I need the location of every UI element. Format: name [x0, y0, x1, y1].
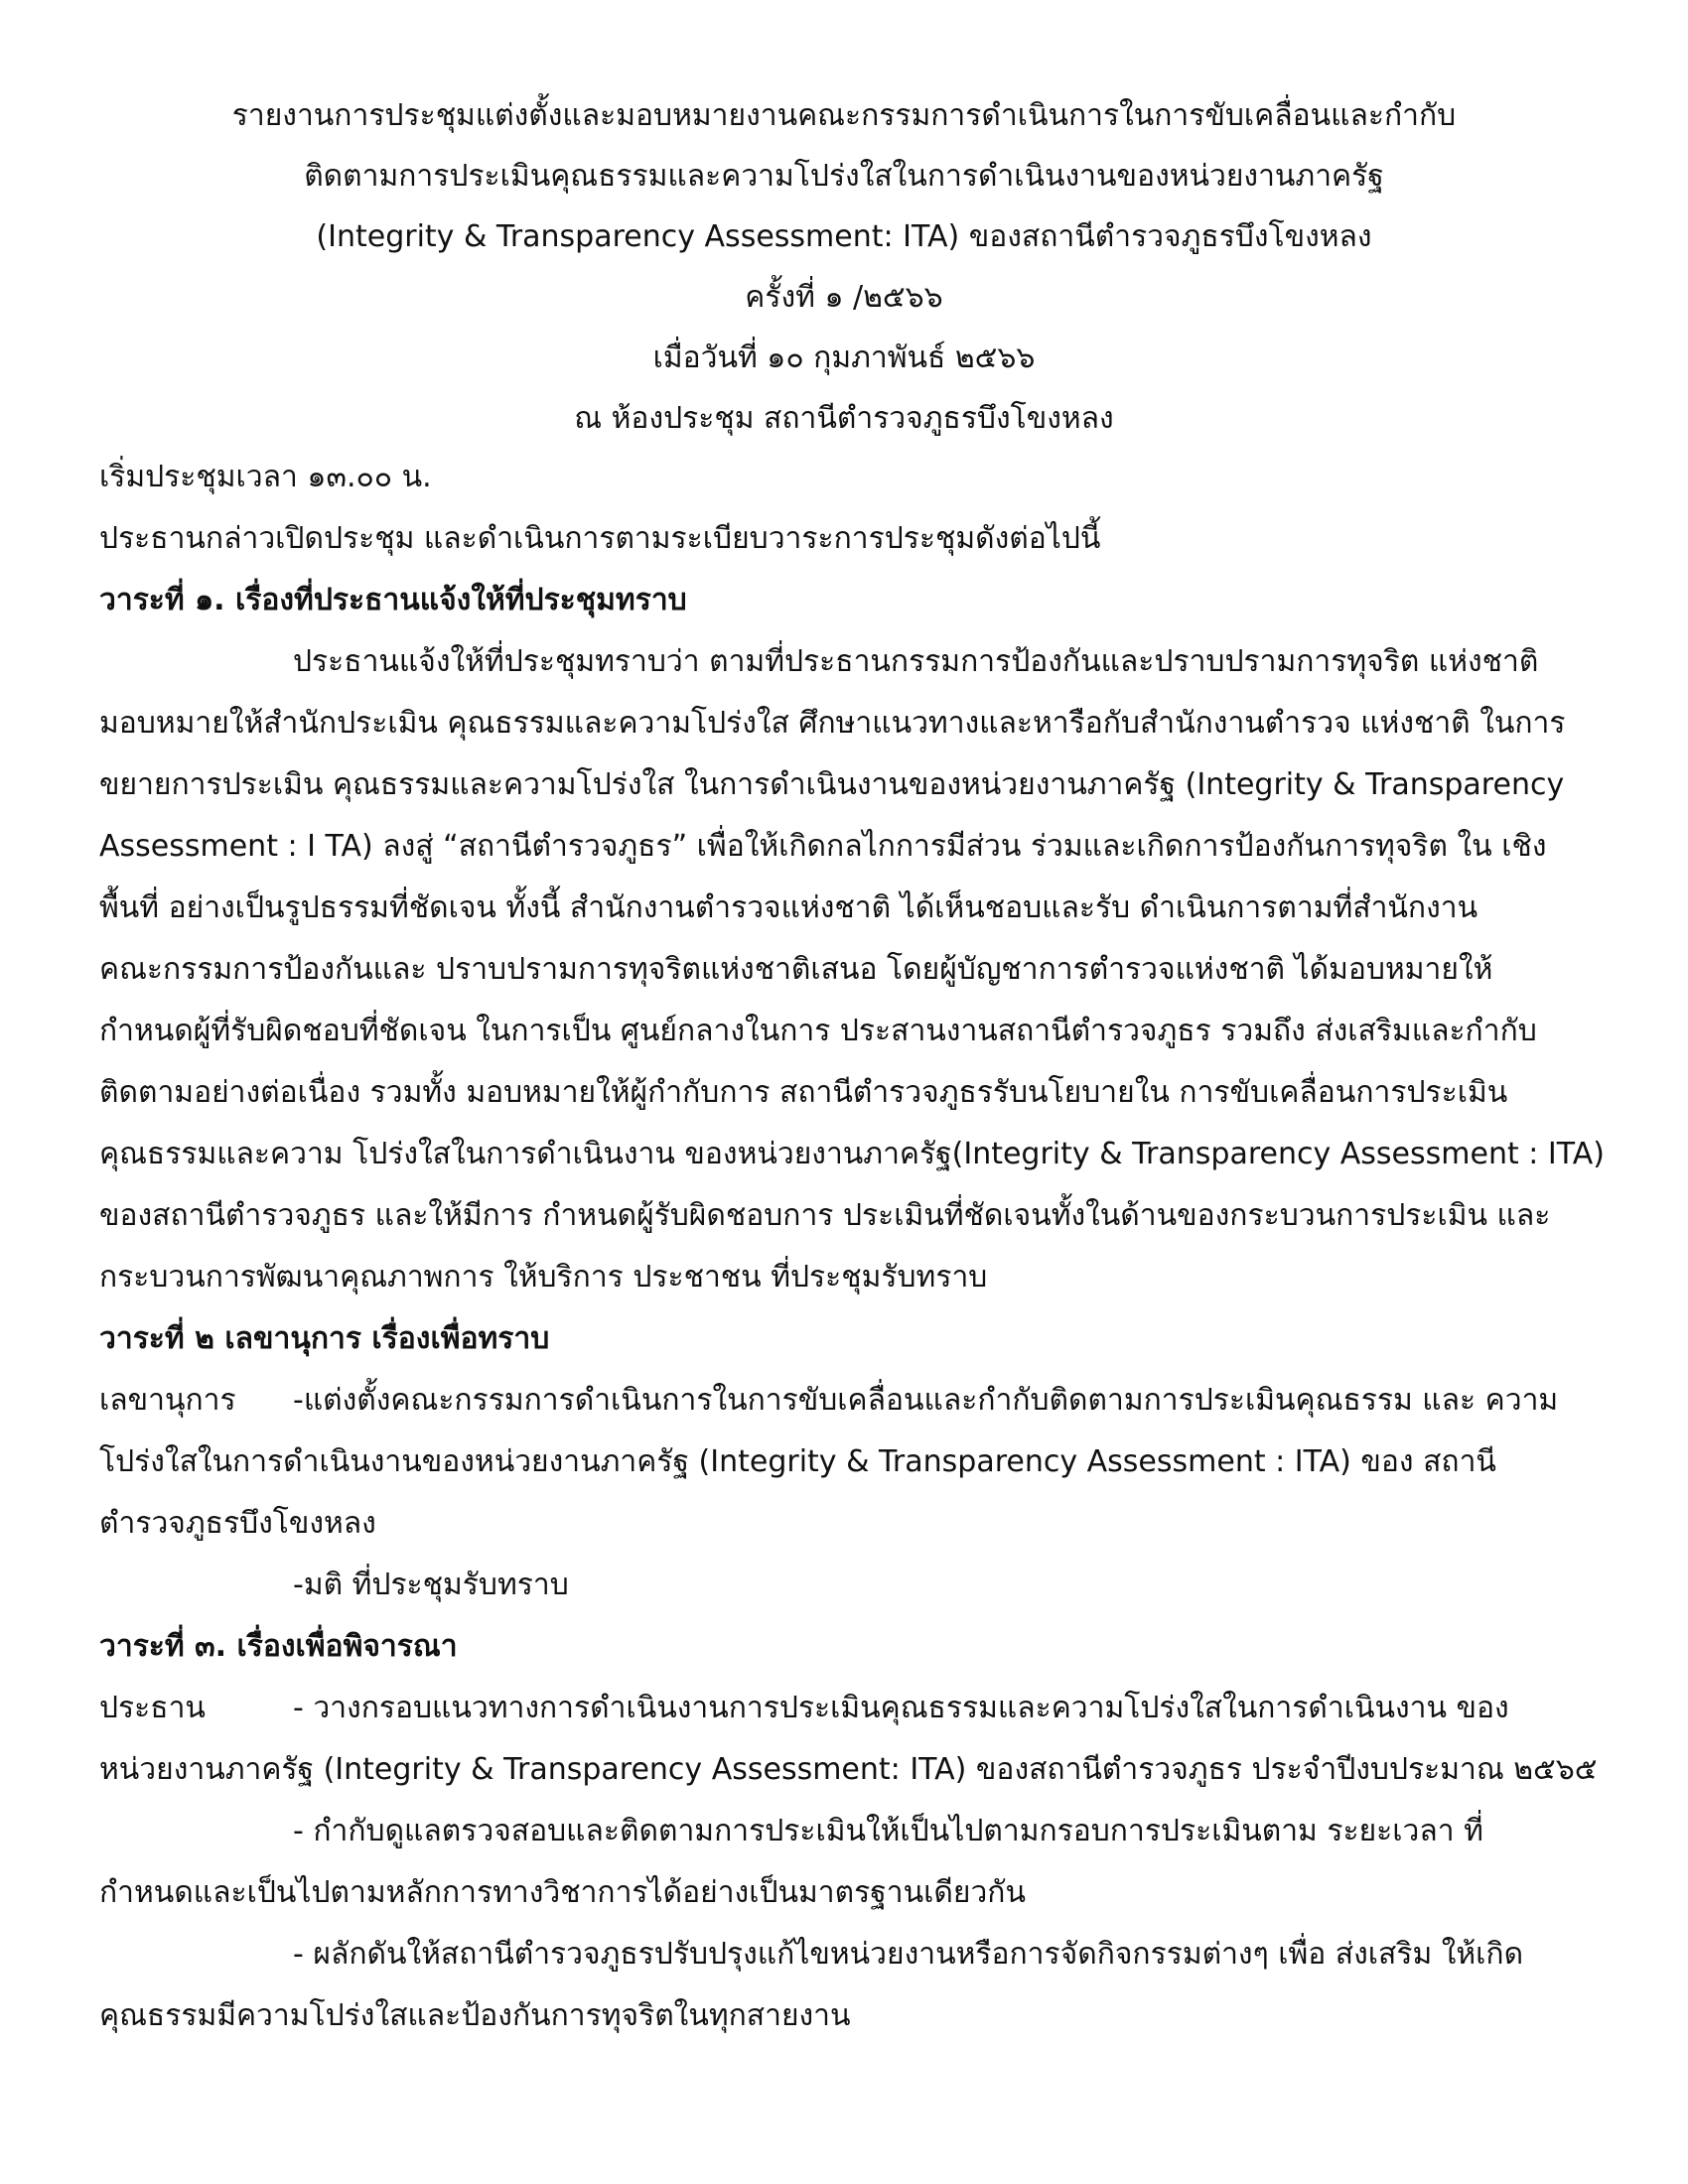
- paragraph-line: กำหนดผู้ที่รับผิดชอบที่ชัดเจน ในการเป็น ศูนย์กลางในการ ประสานงานสถานีตำรวจภูธร รวมถึง ส่งเสริมและกำกับ: [99, 1014, 1537, 1048]
- paragraph-line: คุณธรรมและความ โปร่งใสในการดำเนินงาน ของหน่วยงานภาครัฐ(Integrity & Transparency Assessment : ITA): [99, 1137, 1605, 1171]
- speaker-label: เลขานุการ: [99, 1383, 236, 1418]
- resolution: -มติ ที่ประชุมรับทราบ: [293, 1568, 569, 1602]
- agenda-2-heading: วาระที่ ๒ เลขานุการ เรื่องเพื่อทราบ: [99, 1321, 550, 1356]
- paragraph-line: กระบวนการพัฒนาคุณภาพการ ให้บริการ ประชาชน ที่ประชุมรับทราบ: [99, 1260, 988, 1295]
- report-title: [79, 85, 1609, 449]
- paragraph-line: หน่วยงานภาครัฐ (Integrity & Transparency Assessment: ITA) ของสถานีตำรวจภูธร ประจำปีงบประมาณ ๒๕๖๕: [99, 1752, 1598, 1787]
- paragraph-line: พื้นที่ อย่างเป็นรูปธรรมที่ชัดเจน ทั้งนี้ สำนักงานตำรวจแห่งชาติ ได้เห็นชอบและรับ ดำเนินการตามที่สำนักงาน: [99, 890, 1478, 925]
- agenda-1-heading: วาระที่ ๑. เรื่องที่ประธานแจ้งให้ที่ประชุมทราบ: [99, 583, 687, 617]
- title-line: (Integrity & Transparency Assessment: ITA) ของสถานีตำรวจภูธรบึงโขงหลง: [316, 219, 1372, 254]
- paragraph-line: ติดตามอย่างต่อเนื่อง รวมทั้ง มอบหมายให้ผู้กำกับการ สถานีตำรวจภูธรรับนโยบายใน การขับเคลื่อนการประเมิน: [99, 1075, 1508, 1110]
- speaker-label: ประธาน: [99, 1691, 206, 1725]
- agenda-2-first-line: [99, 1370, 1609, 1432]
- agenda-2-item: [99, 1370, 1609, 1616]
- report-body: [99, 447, 1609, 2047]
- opening-statement: ประธานกล่าวเปิดประชุม และดำเนินการตามระเบียบวาระการประชุมดังต่อไปนี้: [99, 521, 1101, 556]
- agenda-1-paragraph: [99, 631, 1609, 1308]
- paragraph-line: ตำรวจภูธรบึงโขงหลง: [99, 1506, 376, 1541]
- paragraph-line: คณะกรรมการป้องกันและ ปราบปรามการทุจริตแห่งชาติเสนอ โดยผู้บัญชาการตำรวจแห่งชาติ ได้มอบหมายให้: [99, 952, 1493, 987]
- title-line: ติดตามการประเมินคุณธรรมและความโปร่งใสในการดำเนินงานของหน่วยงานภาครัฐ: [304, 159, 1384, 194]
- item-text: -แต่งตั้งคณะกรรมการดำเนินการในการขับเคลื่อนและกำกับติดตามการประเมินคุณธรรม และ ความ: [293, 1383, 1559, 1418]
- paragraph-line: ของสถานีตำรวจภูธร และให้มีการ กำหนดผู้รับผิดชอบการ ประเมินที่ชัดเจนทั้งในด้านของกระบวนการประเมิน และ: [99, 1198, 1551, 1233]
- paragraph-line: Assessment : I TA) ลงสู่ “สถานีตำรวจภูธร” เพื่อให้เกิดกลไกการมีส่วน ร่วมและเกิดการป้องกันการทุจริต ใน เชิง: [99, 829, 1547, 864]
- agenda-3-heading: วาระที่ ๓. เรื่องเพื่อพิจารณา: [99, 1629, 458, 1664]
- title-line: รายงานการประชุมแต่งตั้งและมอบหมายงานคณะกรรมการดำเนินการในการขับเคลื่อนและกำกับ: [231, 98, 1457, 133]
- paragraph-line: ขยายการประเมิน คุณธรรมและความโปร่งใส ในการดำเนินงานของหน่วยงานภาครัฐ (Integrity & Transparency: [99, 767, 1565, 802]
- item-text: - วางกรอบแนวทางการดำเนินงานการประเมินคุณธรรมและความโปร่งใสในการดำเนินงาน ของ: [293, 1691, 1509, 1725]
- meeting-number: ครั้งที่ ๑ /๒๕๖๖: [745, 280, 943, 315]
- agenda-3-items: [99, 1678, 1609, 2047]
- meeting-date: เมื่อวันที่ ๑๐ กุมภาพันธ์ ๒๕๖๖: [652, 341, 1036, 375]
- meeting-location: ณ ห้องประชุม สถานีตำรวจภูธรบึงโขงหลง: [574, 401, 1114, 436]
- paragraph-line: โปร่งใสในการดำเนินงานของหน่วยงานภาครัฐ (Integrity & Transparency Assessment : ITA) ของ สถานี: [99, 1444, 1496, 1479]
- item-line: - กำกับดูแลตรวจสอบและติดตามการประเมินให้เป็นไปตามกรอบการประเมินตาม ระยะเวลา ที่: [293, 1814, 1483, 1848]
- start-time: เริ่มประชุมเวลา ๑๓.๐๐ น.: [99, 460, 432, 494]
- paragraph-line: กำหนดและเป็นไปตามหลักการทางวิชาการได้อย่างเป็นมาตรฐานเดียวกัน: [99, 1875, 1026, 1910]
- paragraph-line: คุณธรรมมีความโปร่งใสและป้องกันการทุจริตในทุกสายงาน: [99, 1998, 851, 2033]
- agenda-3-first-line: [99, 1678, 1609, 1739]
- paragraph-line: มอบหมายให้สำนักประเมิน คุณธรรมและความโปร่งใส ศึกษาแนวทางและหารือกับสำนักงานตำรวจ แห่งชาติ ในการ: [99, 706, 1566, 741]
- paragraph-line: ประธานแจ้งให้ที่ประชุมทราบว่า ตามที่ประธานกรรมการป้องกันและปราบปรามการทุจริต แห่งชาติ: [293, 644, 1539, 679]
- item-line: - ผลักดันให้สถานีตำรวจภูธรปรับปรุงแก้ไขหน่วยงานหรือการจัดกิจกรรมต่างๆ เพื่อ ส่งเสริม ให้เกิด: [293, 1937, 1524, 1972]
